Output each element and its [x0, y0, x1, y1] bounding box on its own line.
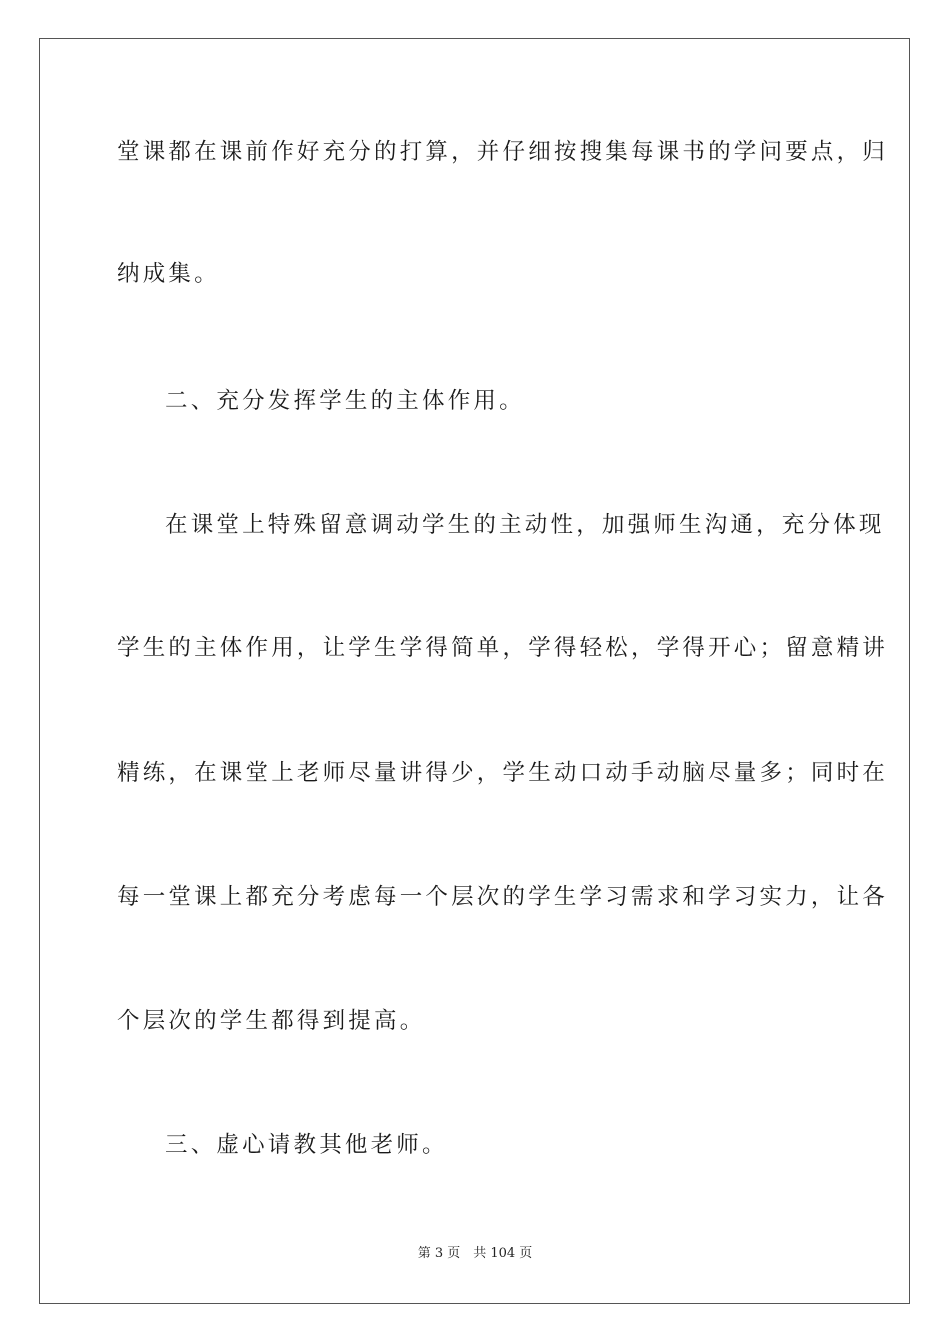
body-text-line: 每一堂课上都充分考虑每一个层次的学生学习需求和学习实力，让各 — [117, 884, 889, 910]
page-frame — [39, 38, 910, 1304]
body-text-line: 个层次的学生都得到提高。 — [117, 1008, 426, 1034]
body-text-line: 学生的主体作用，让学生学得简单，学得轻松，学得开心；留意精讲 — [117, 635, 889, 661]
section-heading: 二、充分发挥学生的主体作用。 — [165, 388, 525, 414]
section-heading: 三、虚心请教其他老师。 — [165, 1132, 448, 1158]
body-text-line: 在课堂上特殊留意调动学生的主动性，加强师生沟通，充分体现 — [165, 512, 885, 538]
body-text-line: 纳成集。 — [117, 261, 220, 287]
body-text-line: 精练，在课堂上老师尽量讲得少，学生动口动手动脑尽量多；同时在 — [117, 760, 889, 786]
page-number-footer: 第 3 页 共 104 页 — [417, 1246, 533, 1261]
body-text-line: 堂课都在课前作好充分的打算，并仔细按搜集每课书的学问要点，归 — [117, 139, 889, 165]
